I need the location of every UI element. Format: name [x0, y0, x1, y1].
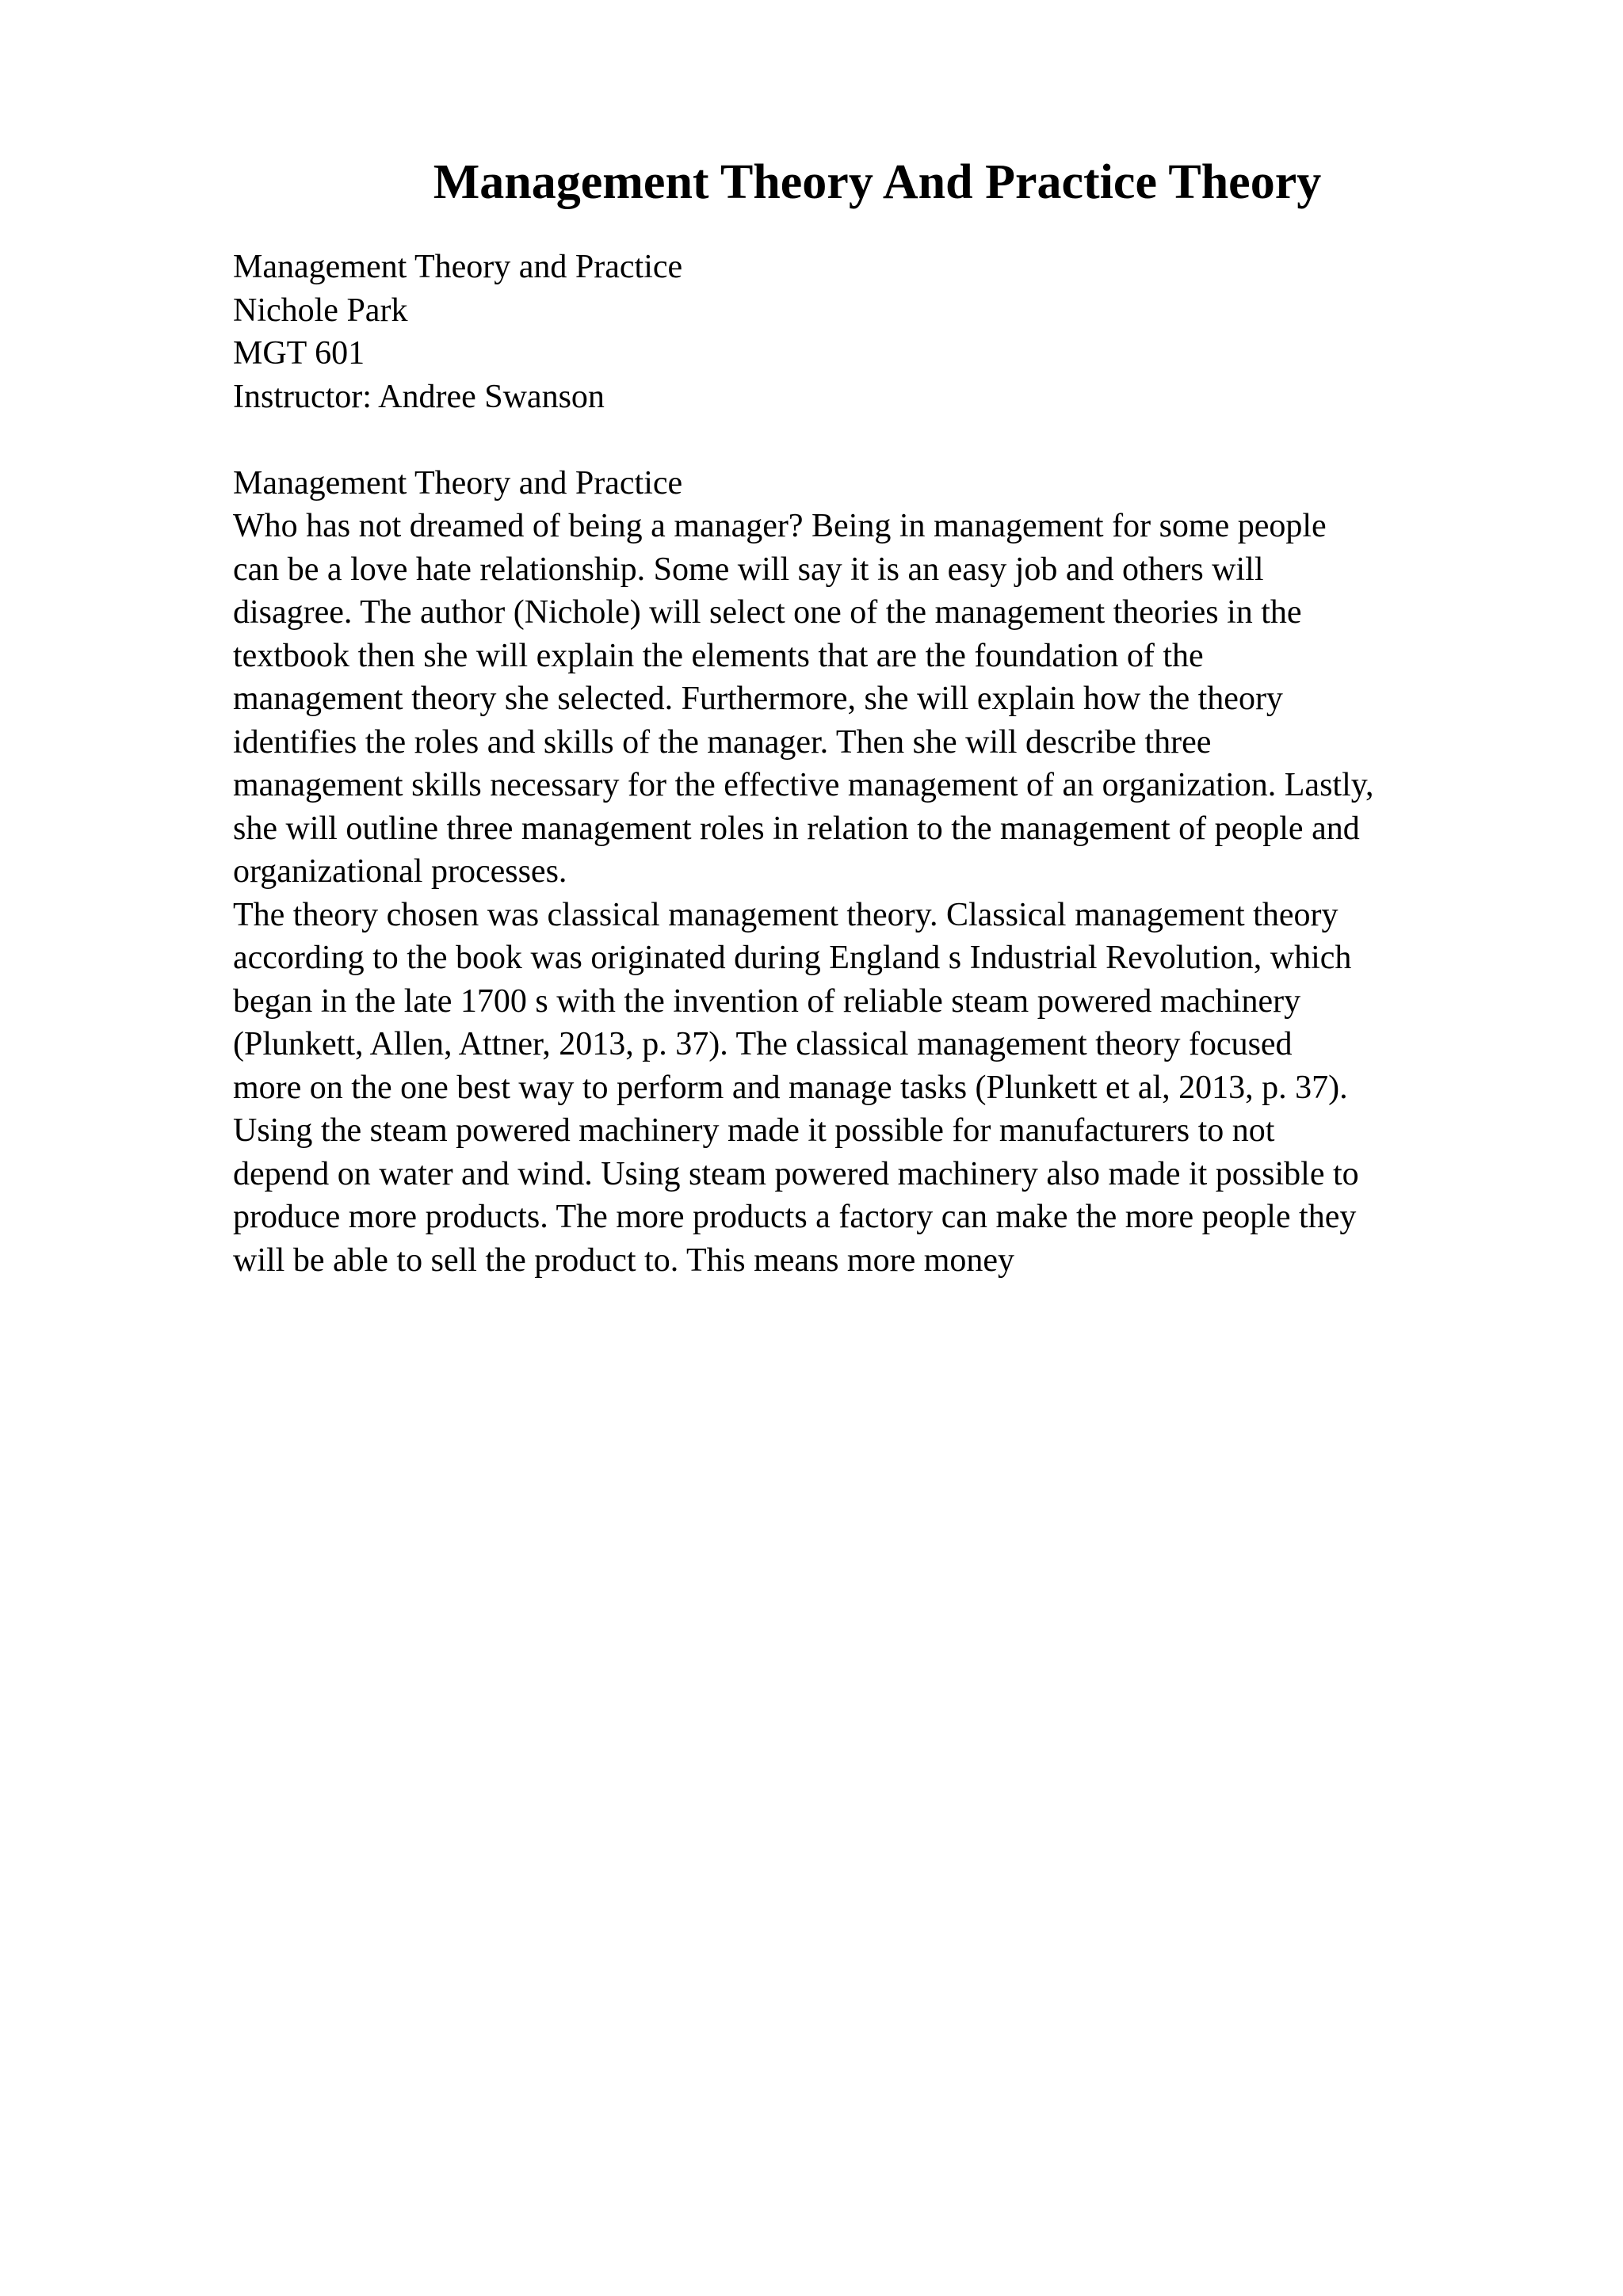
body-line: management theory she selected. Furthermore, she will explain how the theory [233, 681, 1283, 717]
header-course-title: Management Theory and Practice [233, 249, 683, 285]
body-line: she will outline three management roles in relation to the management of people and [233, 810, 1360, 847]
body-line: identifies the roles and skills of the manager. Then she will describe three [233, 723, 1212, 761]
body-heading: Management Theory and Practice [233, 464, 683, 502]
body-line: Using the steam powered machinery made it possible for manufacturers to not [233, 1112, 1275, 1149]
header-instructor: Instructor: Andree Swanson [233, 378, 605, 415]
header-author: Nichole Park [233, 292, 408, 329]
document-content [233, 246, 1596, 1282]
body-line: The theory chosen was classical management theory. Classical management theory [233, 896, 1338, 933]
body-line: depend on water and wind. Using steam powered machinery also made it possible to [233, 1155, 1359, 1192]
body-line: textbook then she will explain the elements that are the foundation of the [233, 637, 1204, 674]
header-block [233, 246, 1596, 418]
body-line: Who has not dreamed of being a manager? Being in management for some people [233, 508, 1327, 544]
body-line: (Plunkett, Allen, Attner, 2013, p. 37). The classical management theory focused [233, 1026, 1293, 1062]
body-line: management skills necessary for the effective management of an organization. Lastly, [233, 767, 1374, 803]
body-line: produce more products. The more products a factory can make the more people they [233, 1199, 1357, 1235]
document-title: Management Theory And Practice Theory [433, 155, 1322, 209]
body-text [233, 462, 1596, 1283]
body-line: began in the late 1700 s with the invention of reliable steam powered machinery [233, 982, 1301, 1020]
body-line: disagree. The author (Nichole) will select one of the management theories in the [233, 594, 1302, 631]
body-line: more on the one best way to perform and manage tasks (Plunkett et al, 2013, p. 37). [233, 1069, 1348, 1106]
body-line: can be a love hate relationship. Some will say it is an easy job and others will [233, 551, 1264, 588]
header-course-code: MGT 601 [233, 335, 365, 372]
body-line: organizational processes. [233, 853, 567, 890]
body-line: according to the book was originated during England s Industrial Revolution, which [233, 940, 1352, 976]
body-line: will be able to sell the product to. This means more money [233, 1241, 1015, 1279]
paragraph-gap [233, 418, 1596, 462]
